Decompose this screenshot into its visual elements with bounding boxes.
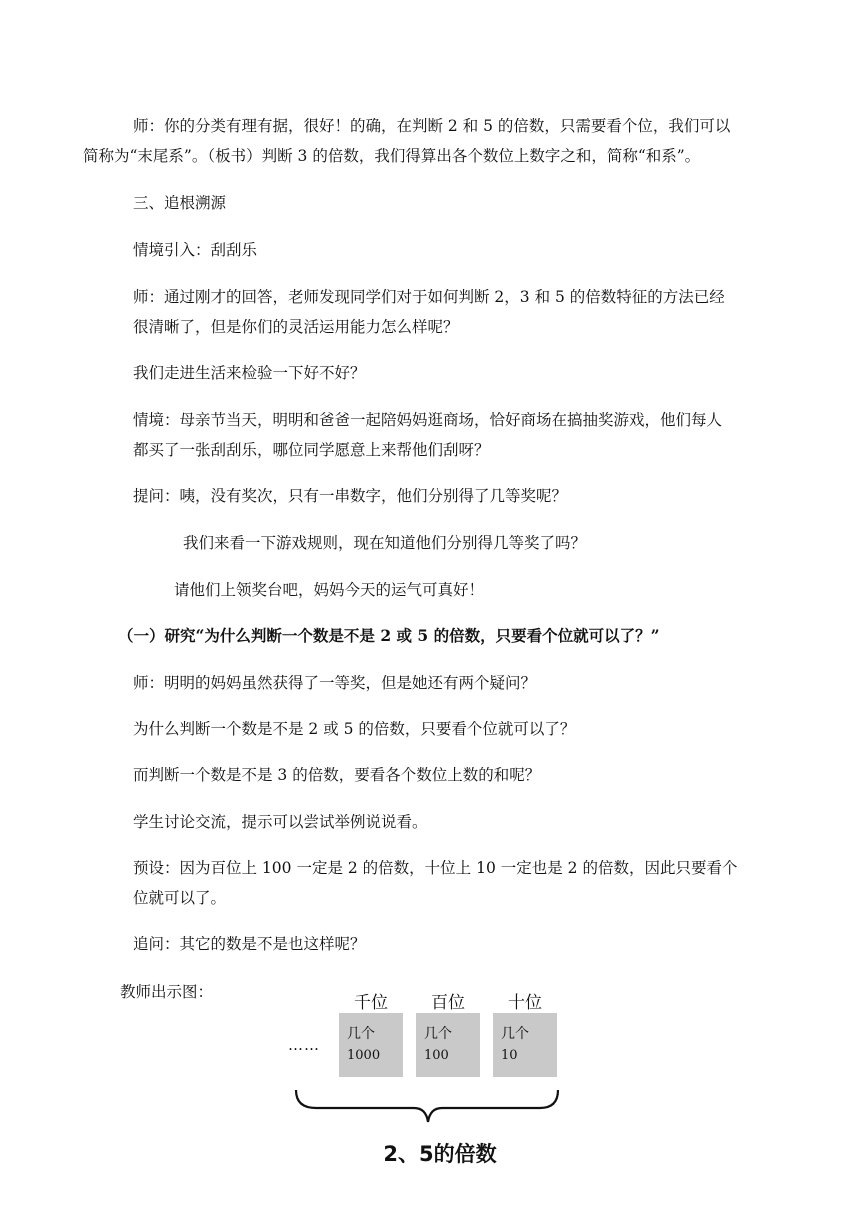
box-value: 1000 xyxy=(347,1048,381,1063)
brace-label: 2、5的倍数 xyxy=(383,1142,497,1166)
paragraph-line: 提问：咦，没有奖次，只有一串数字，他们分别得了几等奖呢？ xyxy=(133,487,568,505)
paragraph-line: 为什么判断一个数是不是 2 或 5 的倍数，只要看个位就可以了？ xyxy=(133,720,576,738)
box-label: 几个 xyxy=(347,1026,375,1042)
paragraph-line: 很清晰了，但是你们的灵活运用能力怎么样呢？ xyxy=(133,318,459,336)
paragraph-line: 师：你的分类有理有据，很好！的确，在判断 2 和 5 的倍数，只需要看个位，我们可以 xyxy=(133,117,731,135)
place-box-tens xyxy=(493,1013,557,1077)
box-value: 10 xyxy=(501,1048,518,1063)
column-head-hundreds: 百位 xyxy=(431,993,465,1013)
paragraph-line: 预设：因为百位上 100 一定是 2 的倍数，十位上 10 一定也是 2 的倍数，因此只要看个 xyxy=(133,859,738,877)
figure-intro: 教师出示图： xyxy=(120,983,214,1001)
paragraph-line: 学生讨论交流，提示可以尝试举例说说看。 xyxy=(133,813,428,831)
paragraph-line: 简称为“末尾系”。（板书）判断 3 的倍数，我们得算出各个数位上数字之和，简称“和系”。 xyxy=(83,147,701,165)
box-label: 几个 xyxy=(501,1026,529,1042)
column-head-thousands: 千位 xyxy=(354,993,388,1013)
paragraph-line: 师：明明的妈妈虽然获得了一等奖，但是她还有两个疑问？ xyxy=(133,674,537,692)
box-label: 几个 xyxy=(424,1026,452,1042)
paragraph-line: 位就可以了。 xyxy=(133,889,227,907)
place-box-hundreds xyxy=(416,1013,480,1077)
paragraph-line: 情境：母亲节当天，明明和爸爸一起陪妈妈逛商场，恰好商场在搞抽奖游戏，他们每人 xyxy=(133,411,723,429)
subsection-heading: （一）研究“为什么判断一个数是不是 2 或 5 的倍数，只要看个位就可以了？” xyxy=(118,626,660,645)
curly-brace xyxy=(288,1088,564,1136)
paragraph-line: 我们来看一下游戏规则，现在知道他们分别得几等奖了吗？ xyxy=(183,534,587,552)
section-heading: 三、追根溯源 xyxy=(133,194,227,212)
paragraph-line: 请他们上领奖台吧，妈妈今天的运气可真好！ xyxy=(174,581,485,599)
paragraph-line: 而判断一个数是不是 3 的倍数，要看各个数位上数的和呢？ xyxy=(133,766,541,784)
box-value: 100 xyxy=(424,1048,449,1063)
ellipsis: …… xyxy=(288,1036,320,1054)
paragraph-line: 我们走进生活来检验一下好不好？ xyxy=(133,364,366,382)
column-head-tens: 十位 xyxy=(508,993,542,1013)
paragraph-line: 情境引入：刮刮乐 xyxy=(133,241,258,259)
paragraph-line: 追问：其它的数是不是也这样呢？ xyxy=(133,935,366,953)
paragraph-line: 都买了一张刮刮乐，哪位同学愿意上来帮他们刮呀？ xyxy=(133,441,490,459)
place-box-thousands xyxy=(339,1013,403,1077)
paragraph-line: 师：通过刚才的回答，老师发现同学们对于如何判断 2，3 和 5 的倍数特征的方法已经 xyxy=(133,288,725,306)
